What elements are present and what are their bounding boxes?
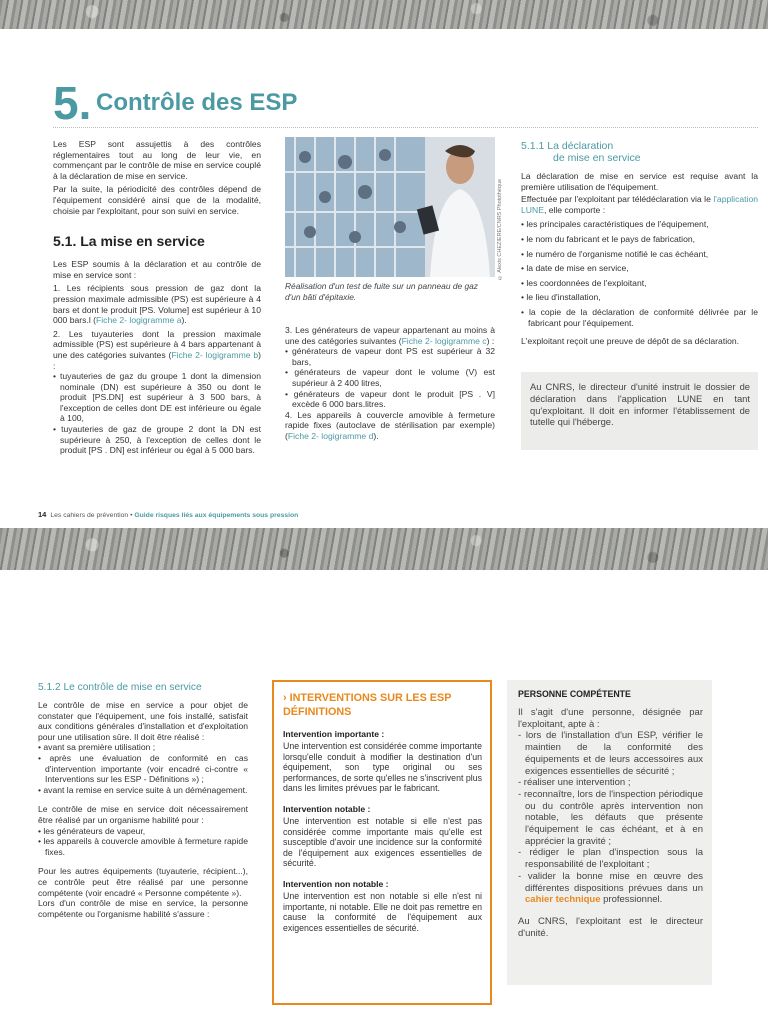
- personne-competente-box: [507, 680, 712, 985]
- fiche-link-b[interactable]: Fiche 2- logigramme b: [171, 349, 259, 360]
- personne-competente-title: PERSONNE COMPÉTENTE: [518, 689, 631, 699]
- middle-column: [285, 325, 495, 442]
- list-item: • avant la remise en service suite à un déménagement.: [38, 784, 248, 795]
- item-1: 1. Les récipients sous pression de gaz dont la pression maximale admissible (PS) est supérieure à 4 bars et dont le produit [PS. Volume] est supérieur à 10 000 bars.l (Fiche 2- logigramme a).: [53, 283, 261, 326]
- list-item: - réaliser une intervention ;: [518, 777, 631, 789]
- declaration-list: [521, 219, 758, 328]
- declaration-paragraph-2: Effectuée par l'exploitant par télédéclaration via le l'application LUNE, elle comporte :: [521, 194, 758, 215]
- gas-panel-illustration: [285, 137, 495, 277]
- list-item: • les appareils à couvercle amovible à fermeture rapide fixes.: [38, 836, 248, 857]
- interventions-box-title: › INTERVENTIONS SUR LES ESP DÉFINITIONS: [283, 692, 452, 718]
- heading-5-1-1: 5.1.1 La déclaration de mise en service: [521, 140, 641, 164]
- item-3-bullet-3: • générateurs de vapeur dont le produit [PS . V] excède 6 000 bars.litres.: [285, 388, 495, 410]
- non-notable-title: Intervention non notable :: [283, 878, 389, 889]
- cnrs-info-box: [521, 372, 758, 450]
- importante-title: Intervention importante :: [283, 729, 385, 739]
- list-item: • les principales caractéristiques de l'équipement,: [521, 219, 709, 230]
- item-2-bullet-2: • tuyauteries de gaz de groupe 2 dont la DN est supérieure à 250, à l'exception de celles dont le produit [PS . DN] est inférieur ou égal à 5 000 bars.: [53, 424, 261, 456]
- list-item: • les coordonnées de l'exploitant,: [521, 277, 647, 288]
- left-column: [53, 139, 261, 456]
- heading-5-1: 5.1. La mise en service: [53, 233, 205, 250]
- top-texture-band: [0, 0, 768, 29]
- page-footer: [38, 510, 298, 519]
- item-3-bullet-2: • générateurs de vapeur dont le volume (V) est supérieur à 2 400 litres,: [285, 367, 495, 388]
- lune-link[interactable]: l'application LUNE: [521, 194, 758, 215]
- list-item: - lors de l'installation d'un ESP, vérifier le maintien de la conformité des équipements et de leurs accessoires aux exigences essentielles de sécurité ;: [518, 730, 703, 777]
- list-item: • le nom du fabricant et le pays de fabrication,: [521, 233, 696, 244]
- list-item: - valider la bonne mise en œuvre des différentes dispositions prévues dans un cahier technique professionnel.: [518, 870, 703, 906]
- mise-service-intro: Les ESP soumis à la déclaration et au contrôle de mise en service sont :: [53, 259, 261, 280]
- declaration-paragraph-1: La déclaration de mise en service est requise avant la première utilisation de l'équipement.: [521, 171, 758, 192]
- item-4: 4. Les appareils à couvercle amovible à fermeture rapide fixes (autoclave de stérilisation par exemple) (Fiche 2- logigramme d).: [285, 409, 495, 441]
- intro-paragraph-2: Par la suite, la périodicité des contrôles dépend de l'équipement considéré ainsi que de la modalité, choisie par l'exploitant, pour son suivi en service.: [53, 184, 261, 216]
- section-number: 5.: [53, 77, 92, 129]
- chevron-right-icon: ›: [283, 692, 287, 704]
- intro-paragraph-1: Les ESP sont assujettis à des contrôles réglementaires tout au long de leur vie, en commençant par le contrôle de mise en service couplé à la déclaration de mise en service.: [53, 139, 261, 181]
- fiche-link-a[interactable]: Fiche 2- logigramme a: [96, 315, 182, 326]
- section-title: Contrôle des ESP: [96, 89, 298, 116]
- item-3-bullet-1: • générateurs de vapeur dont PS est supérieur à 32 bars,: [285, 346, 495, 367]
- declaration-paragraph-3: L'exploitant reçoit une preuve de dépôt de sa déclaration.: [521, 336, 740, 347]
- footer-guide-title: Guide risques liés aux équipements sous pression: [134, 512, 299, 519]
- footer-series: Les cahiers de prévention •: [50, 512, 135, 519]
- right-column: [521, 140, 758, 347]
- list-item: - rédiger le plan d'inspection sous la responsabilité de l'exploitant ;: [518, 847, 703, 871]
- list-item: • la date de mise en service,: [521, 263, 629, 274]
- page-separator-texture-band: [0, 528, 768, 570]
- list-item: • le numéro de l'organisme notifié le cas échéant,: [521, 248, 709, 259]
- fiche-link-c[interactable]: Fiche 2- logigramme c: [401, 335, 487, 346]
- heading-5-1-2: 5.1.2 Le contrôle de mise en service: [38, 682, 202, 693]
- cnrs-info-text: Au CNRS, le directeur d'unité instruit le dossier de déclaration dans l'application LUNE en tant qu'exploitant. Il doit en informer l'établissement de tutelle qui l'héberge.: [530, 381, 750, 428]
- controle-paragraph-4: Lors d'un contrôle de mise en service, la personne compétente ou l'organisme habilité s'assure :: [38, 898, 248, 919]
- list-item: - reconnaître, lors de l'inspection périodique ou du contrôle après intervention non notable, les défauts que présente l'équipement le cas échéant, et à en apprécier la gravité ;: [518, 788, 703, 847]
- item-2: 2. Les tuyauteries dont la pression maximale admissible (PS) est supérieure à 4 bars appartenant à une des catégories suivantes (Fiche 2- logigramme b) :: [53, 328, 261, 371]
- photo-caption: Réalisation d'un test de fuite sur un panneau de gaz d'un bâti d'épitaxie.: [285, 281, 478, 302]
- controle-paragraph-1: Le contrôle de mise en service a pour objet de constater que l'équipement, une fois installé, satisfait aux conditions générales d'installation et d'exploitation pour une utilisation sûre. Il doit être réalisé :: [38, 700, 248, 742]
- title-divider: [53, 127, 758, 128]
- notable-text: Une intervention est notable si elle n'est pas considérée comme importante mais qu'elle est susceptible d'avoir une incidence sur la conformité de l'équipement aux exigences essentielles de sécurité.: [283, 815, 482, 869]
- controle-paragraph-3: Pour les autres équipements (tuyauterie, récipient...), ce contrôle peut être réalisé par une personne compétente (voir encadré « Personne compétente »).: [38, 866, 248, 898]
- cahier-technique-link[interactable]: cahier technique: [525, 894, 601, 906]
- item-2-bullet-1: • tuyauteries de gaz du groupe 1 dont la dimension nominale (DN) est supérieure à 350 ou dont le produit [PS.DN] est supérieur à 3 500 bars, à l'exception de celles dont DE est inférieure ou égale à 100,: [53, 371, 261, 424]
- list-item: • la copie de la déclaration de conformité délivrée par le fabricant pour l'équipement.: [521, 306, 758, 328]
- fiche-link-d[interactable]: Fiche 2- logigramme d: [287, 430, 374, 441]
- item-3: 3. Les générateurs de vapeur appartenant au moins à une des catégories suivantes (Fiche 2- logigramme c) :: [285, 325, 495, 346]
- controle-paragraph-2: Le contrôle de mise en service doit nécessairement être réalisé par un organisme habilité pour :: [38, 804, 248, 825]
- page-number: 14: [38, 510, 47, 519]
- page2-left-column: [38, 682, 248, 919]
- interventions-definitions-box: [272, 680, 492, 1005]
- list-item: • après une évaluation de conformité en cas d'intervention importante (voir encadré ci-contre « Interventions sur les ESP - Définitions ») ;: [38, 752, 248, 785]
- importante-text: Une intervention est considérée comme importante lorsqu'elle conduit à modifier la destination d'un équipement, son type original ou ses performances, de sorte qu'elles ne s'inscrivent plus dans les limites prévues par le fabricant.: [283, 741, 483, 794]
- personne-competente-footer: Au CNRS, l'exploitant est le directeur d'unité.: [518, 915, 703, 939]
- non-notable-text: Une intervention est non notable si elle n'est ni importante, ni notable. Elle ne doit pas remettre en cause la conformité de l'équipement aux exigences essentielles de sécurité.: [283, 890, 482, 933]
- personne-competente-intro: Il s'agit d'une personne, désignée par l'exploitant, apte à :: [518, 707, 703, 730]
- list-item: • avant sa première utilisation ;: [38, 742, 156, 753]
- list-item: • le lieu d'installation,: [521, 292, 601, 303]
- list-item: • les générateurs de vapeur,: [38, 825, 146, 836]
- notable-title: Intervention notable :: [283, 803, 371, 814]
- lab-photo: [285, 137, 495, 277]
- photo-credit: © Alexis CHEZIERE/CNRS Photothèque: [497, 178, 503, 280]
